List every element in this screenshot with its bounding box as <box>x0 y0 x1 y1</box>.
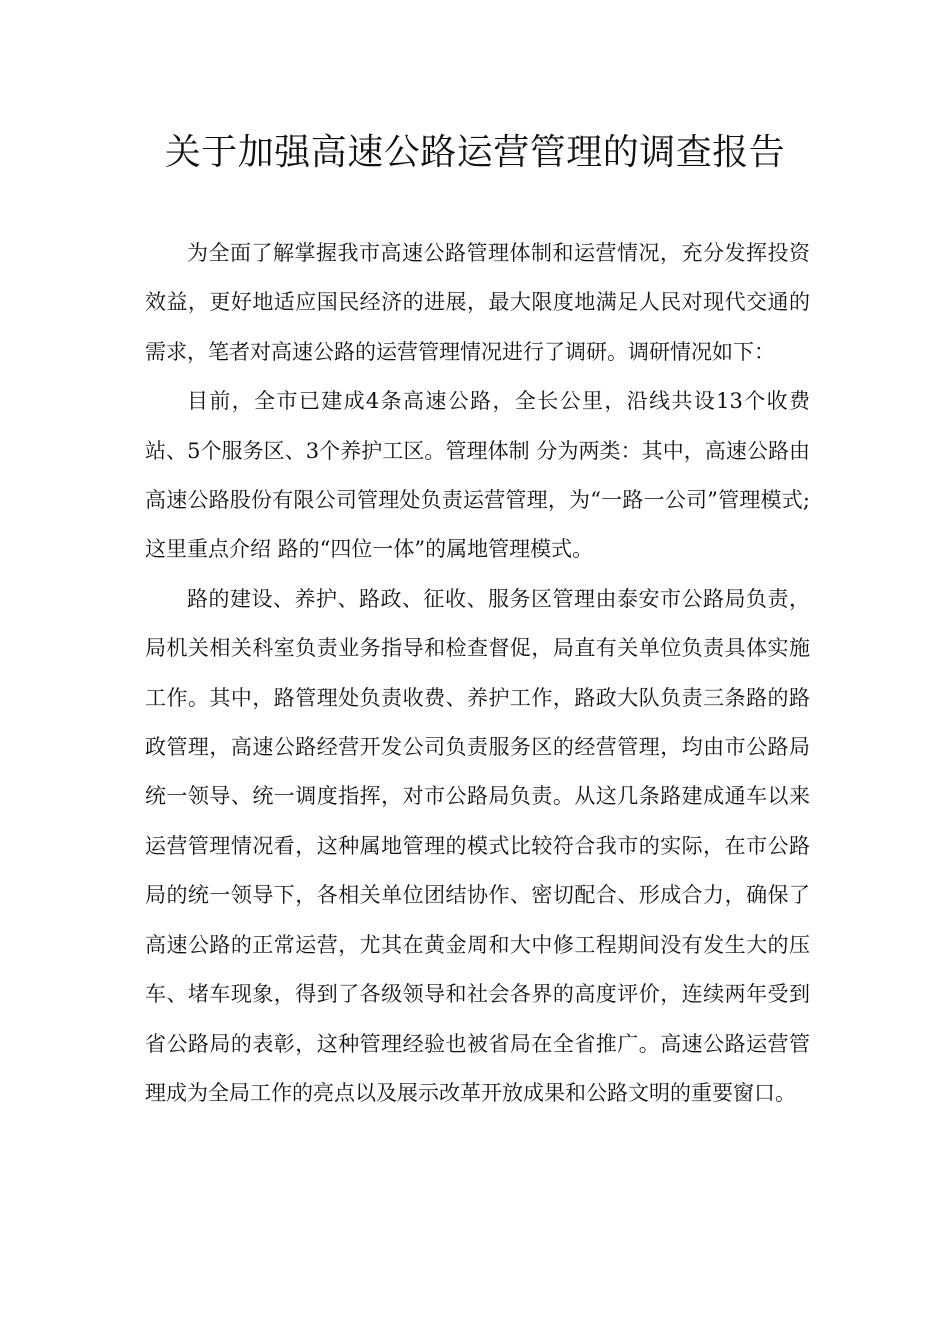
body-paragraph: 路的建设、养护、路政、征收、服务区管理由泰安市公路局负责，局机关相关科室负责业务指导和检查督促，局直有关单位负责具体实施工作。其中，路管理处负责收费、养护工作，路政大队负责三条路的路政管理，高速公路经营开发公司负责服务区的经营管理，均由市公路局统一领导、统一调度指挥，对市公路局负责。从这几条路建成通车以来运营管理情况看，这种属地管理的模式比较符合我市的实际，在市公路局的统一领导下，各相关单位团结协作、密切配合、形成合力，确保了高速公路的正常运营，尤其在黄金周和大中修工程期间没有发生大的压车、堵车现象，得到了各级领导和社会各界的高度评价，连续两年受到省公路局的表彰，这种管理经验也被省局在全省推广。高速公路运营管理成为全局工作的亮点以及展示改革开放成果和公路文明的重要窗口。 <box>145 586 810 1105</box>
body-paragraph: 为全面了解掌握我市高速公路管理体制和运营情况，充分发挥投资效益，更好地适应国民经济的进展，最大限度地满足人民对现代交通的需求，笔者对高速公路的运营管理情况进行了调研。调研情况如下： <box>145 241 810 364</box>
document-body <box>145 229 810 1118</box>
document-title: 关于加强高速公路运营管理的调查报告 <box>164 132 786 173</box>
body-paragraph: 目前，全市已建成4条高速公路，全长公里，沿线共设13个收费站、5个服务区、3个养护工区。管理体制 分为两类：其中，高速公路由高速公路股份有限公司管理处负责运营管理，为“一路一公司”管理模式;这里重点介绍 路的“四位一体”的属地管理模式。 <box>145 389 810 562</box>
